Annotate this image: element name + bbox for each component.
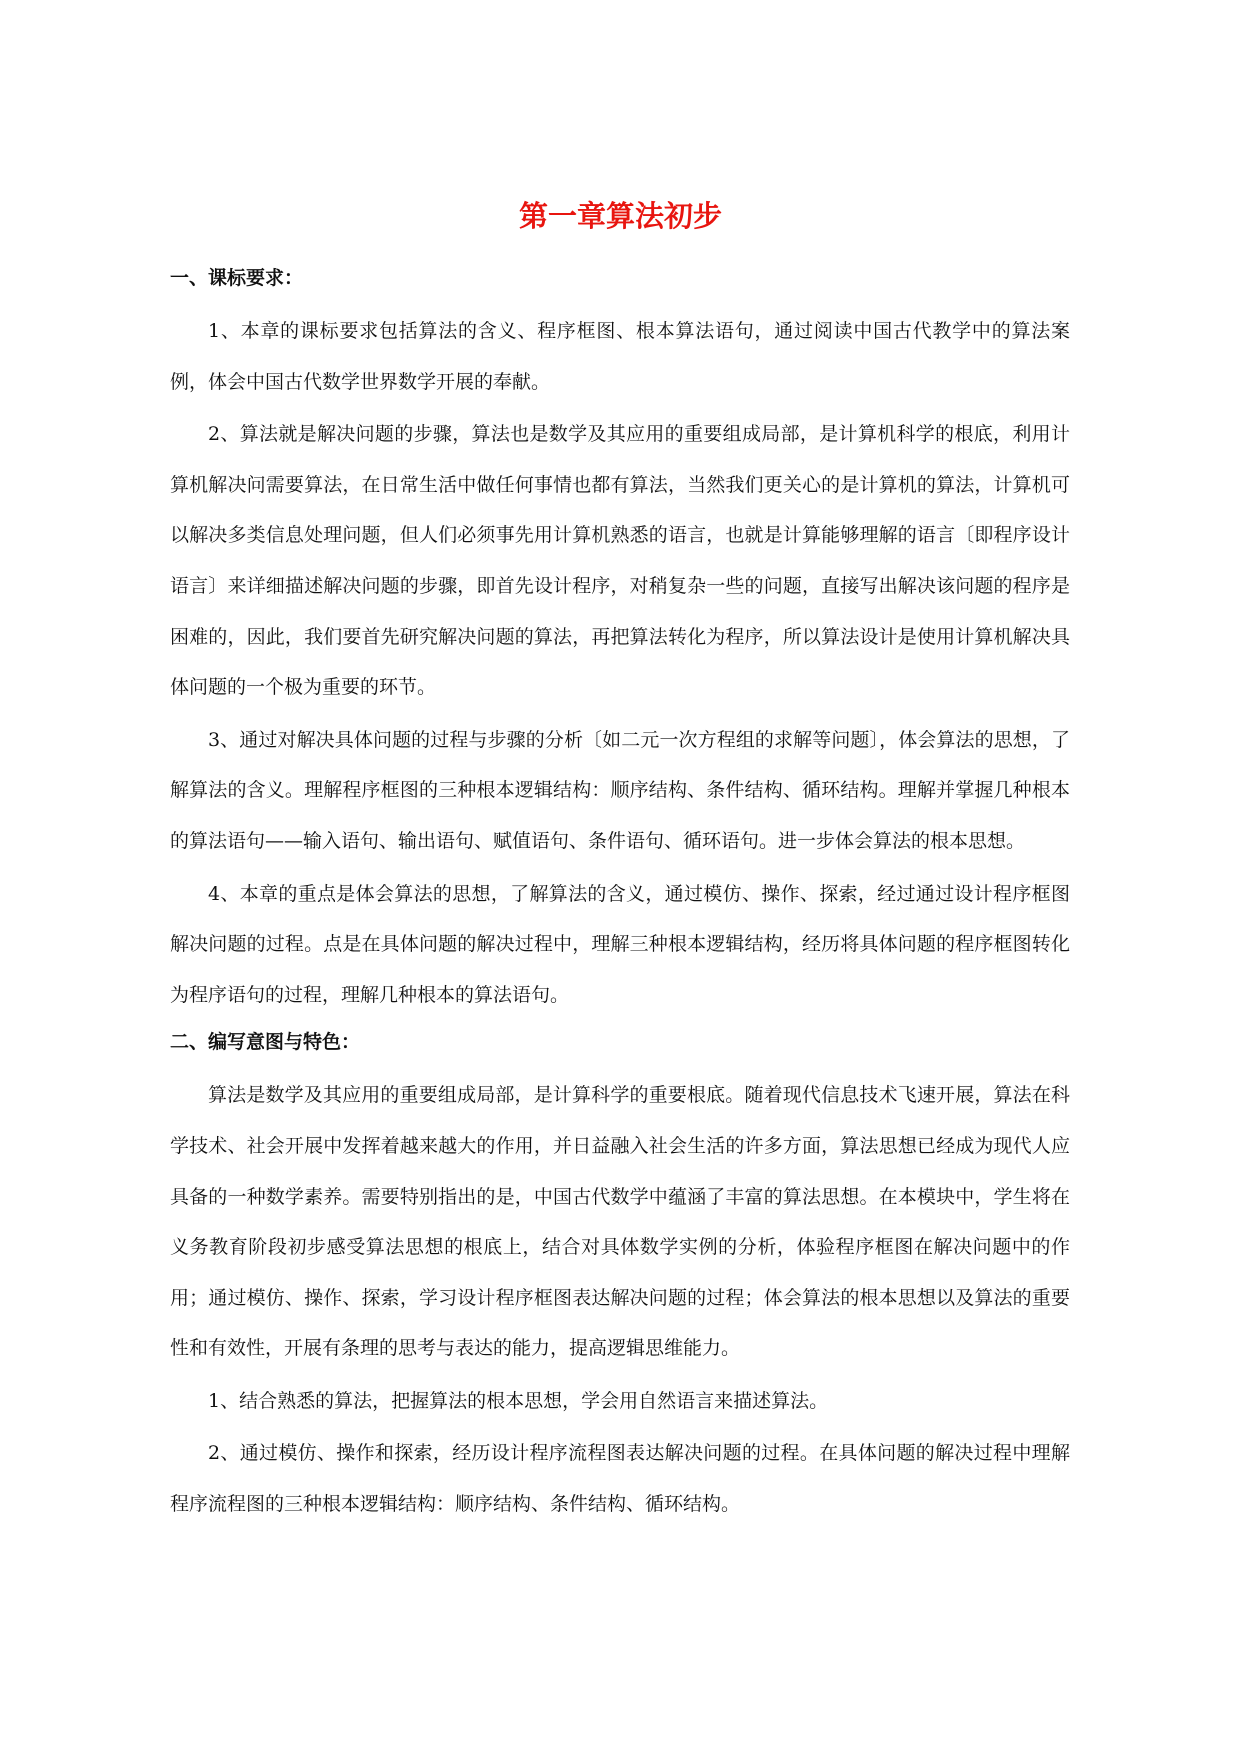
section-heading: 一、课标要求： xyxy=(170,267,304,289)
paragraph: 1、本章的课标要求包括算法的含义、程序框图、根本算法语句，通过阅读中国古代教学中的算法案例，体会中国古代数学世界数学开展的奉献。 xyxy=(170,320,1070,393)
section-curriculum-requirements xyxy=(170,258,1070,1020)
paragraph: 2、通过模仿、操作和探索，经历设计程序流程图表达解决问题的过程。在具体问题的解决过程中理解程序流程图的三种根本逻辑结构：顺序结构、条件结构、循环结构。 xyxy=(170,1442,1070,1516)
paragraph: 1、结合熟悉的算法，把握算法的根本思想，学会用自然语言来描述算法。 xyxy=(208,1389,829,1412)
section-heading: 二、编写意图与特色： xyxy=(170,1031,361,1054)
page-title: 第一章算法初步 xyxy=(518,199,722,233)
paragraph: 算法是数学及其应用的重要组成局部，是计算科学的重要根底。随着现代信息技术飞速开展，算法在科学技术、社会开展中发挥着越来越大的作用，并日益融入社会生活的许多方面，算法思想已经成为现代人应具备的一种数学素养。需要特别指出的是，中国古代数学中蕴涵了丰富的算法思想。在本模块中，学生将在义务教育阶段初步感受算法思想的根底上，结合对具体数学实例的分析，体验程序框图在解决问题中的作用；通过模仿、操作、探索，学习设计程序框图表达解决问题的过程；体会算法的根本思想以及算法的重要性和有效性，开展有条理的思考与表达的能力，提高逻辑思维能力。 xyxy=(170,1084,1070,1360)
document-body xyxy=(170,258,1070,1532)
section-design-intent xyxy=(170,1022,1070,1529)
paragraph: 4、本章的重点是体会算法的思想，了解算法的含义，通过模仿、操作、探索，经过通过设计程序框图解决问题的过程。点是在具体问题的解决过程中，理解三种根本逻辑结构，经历将具体问题的程序框图转化为程序语句的过程，理解几种根本的算法语句。 xyxy=(170,882,1070,1006)
paragraph: 3、通过对解决具体问题的过程与步骤的分析〔如二元一次方程组的求解等问题〕，体会算法的思想，了解算法的含义。理解程序框图的三种根本逻辑结构：顺序结构、条件结构、循环结构。理解并掌握几种根本的算法语句——输入语句、输出语句、赋值语句、条件语句、循环语句。进一步体会算法的根本思想。 xyxy=(170,728,1070,852)
paragraph: 2、算法就是解决问题的步骤，算法也是数学及其应用的重要组成局部，是计算机科学的根底，利用计算机解决问需要算法，在日常生活中做任何事情也都有算法，当然我们更关心的是计算机的算法，计算机可以解决多类信息处理问题，但人们必须事先用计算机熟悉的语言，也就是计算能够理解的语言〔即程序设计语言〕来详细描述解决问题的步骤，即首先设计程序，对稍复杂一些的问题，直接写出解决该问题的程序是困难的，因此，我们要首先研究解决问题的算法，再把算法转化为程序，所以算法设计是使用计算机解决具体问题的一个极为重要的环节。 xyxy=(170,423,1070,699)
